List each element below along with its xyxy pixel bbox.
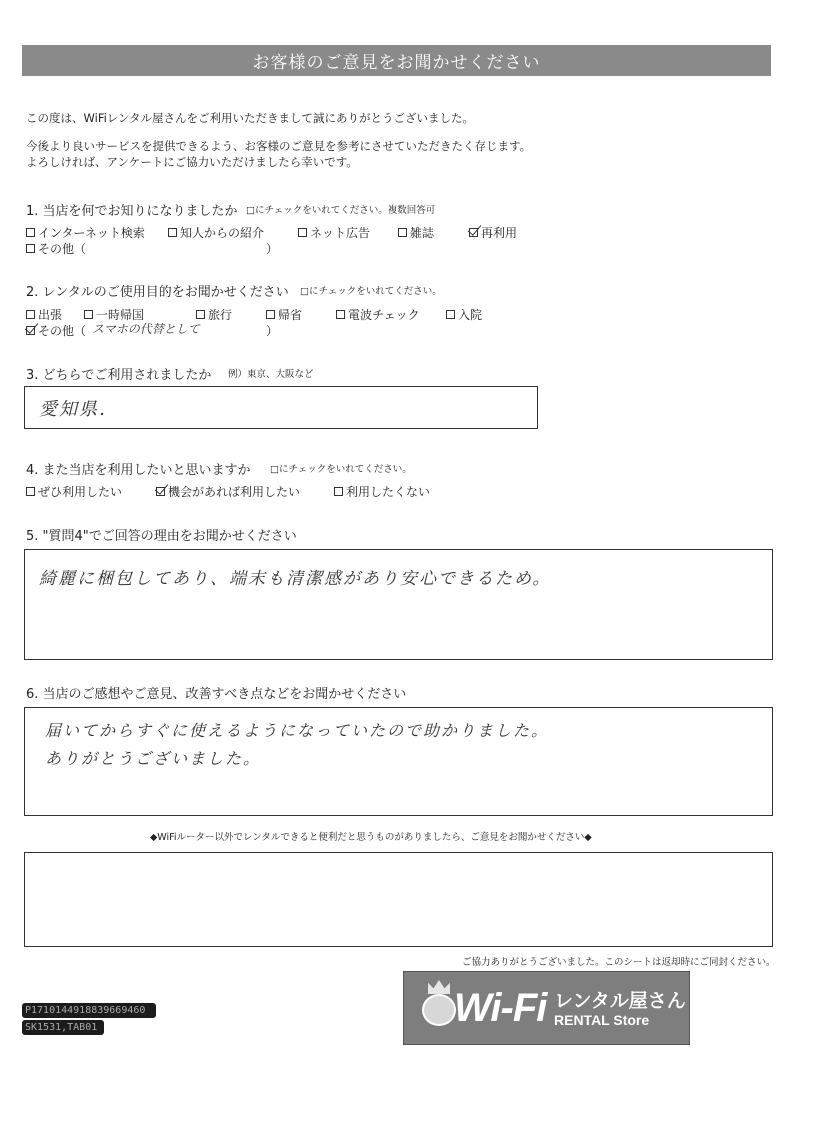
q4-title: 4. また当店を利用したいと思いますか — [26, 463, 251, 478]
q1-option-search[interactable]: インターネット検索 — [26, 224, 145, 241]
q3-answer: 愛知県． — [39, 399, 119, 420]
q4-option-no[interactable]: 利用したくない — [334, 483, 430, 500]
checkbox-checked-icon[interactable] — [156, 487, 165, 496]
checkbox-icon[interactable] — [26, 244, 35, 253]
q2-title: 2. レンタルのご使用目的をお聞かせください — [26, 285, 289, 300]
checkbox-icon[interactable] — [334, 487, 343, 496]
q2-option-travel[interactable]: 旅行 — [196, 306, 232, 323]
q6-answer-line-2: ありがとうございました。 — [45, 749, 262, 768]
mascot-icon — [422, 994, 456, 1026]
q1-option-friend[interactable]: 知人からの紹介 — [168, 224, 264, 241]
crown-icon — [428, 980, 450, 994]
logo-jp-text: レンタル屋さん — [554, 990, 686, 1012]
checkbox-icon[interactable] — [196, 310, 205, 319]
logo-wifi-text: Wi-Fi — [454, 986, 547, 1030]
q1-other-close: ） — [266, 242, 279, 256]
q2-note: □にチェックをいれてください。 — [300, 286, 442, 297]
intro-line-3: よろしければ、アンケートにご協力いただけましたら幸いです。 — [26, 155, 358, 169]
logo-en-text: RENTAL Store — [554, 1012, 650, 1028]
q2-option-return-home[interactable]: 一時帰国 — [84, 306, 144, 323]
tracking-code-2: SK1531,TAB01 — [22, 1020, 104, 1035]
checkbox-icon[interactable] — [446, 310, 455, 319]
q2-option-business[interactable]: 出張 — [26, 306, 62, 323]
checkbox-icon[interactable] — [336, 310, 345, 319]
intro-line-2: 今後より良いサービスを提供できるよう、お客様のご意見を参考にさせていただきたく存じます。 — [26, 139, 532, 153]
footer-thanks: ご協力ありがとうございました。このシートは返却時にご同封ください。 — [462, 957, 776, 968]
page-title: お客様のご意見をお聞かせください — [22, 45, 771, 76]
checkbox-icon[interactable] — [298, 228, 307, 237]
q2-option-hospital[interactable]: 入院 — [446, 306, 482, 323]
q3-note: 例）東京、大阪など — [228, 369, 314, 380]
q1-option-magazine[interactable]: 雑誌 — [398, 224, 434, 241]
q2-option-signal-check[interactable]: 電波チェック — [336, 306, 420, 323]
q1-option-reuse[interactable]: 再利用 — [469, 224, 517, 241]
checkbox-icon[interactable] — [266, 310, 275, 319]
q1-option-ad[interactable]: ネット広告 — [298, 224, 370, 241]
q7-answer-box[interactable] — [24, 852, 773, 947]
q3-answer-box[interactable] — [24, 386, 538, 429]
q2-other-close: ） — [266, 324, 279, 338]
q3-title: 3. どちらでご利用されましたか — [26, 368, 212, 383]
q5-answer-box[interactable] — [24, 549, 773, 660]
checkbox-icon[interactable] — [26, 487, 35, 496]
q4-note: □にチェックをいれてください。 — [270, 464, 412, 475]
q2-option-homecoming[interactable]: 帰省 — [266, 306, 302, 323]
q6-title: 6. 当店のご感想やご意見、改善すべき点などをお聞かせください — [26, 687, 407, 702]
checkbox-icon[interactable] — [398, 228, 407, 237]
brand-logo — [403, 971, 690, 1045]
q1-option-other[interactable]: その他（ — [26, 240, 86, 257]
checkbox-icon[interactable] — [168, 228, 177, 237]
q5-title: 5. "質問4"でご回答の理由をお聞かせください — [26, 529, 297, 544]
checkbox-icon[interactable] — [26, 228, 35, 237]
q1-note: □にチェックをいれてください。複数回答可 — [246, 205, 436, 216]
tracking-code-1: P1710144918839669460 — [22, 1003, 156, 1018]
q2-option-other[interactable]: その他（ — [26, 322, 86, 339]
q7-title: ◆WiFiルーター以外でレンタルできると便利だと思うものがありましたら、ご意見をお聞かせください◆ — [150, 832, 592, 843]
q2-other-answer: スマホの代替として — [92, 322, 200, 336]
q6-answer-box[interactable] — [24, 707, 773, 816]
q5-answer: 綺麗に梱包してあり、端末も清潔感があり安心できるため。 — [39, 569, 552, 589]
checkbox-checked-icon[interactable] — [469, 228, 478, 237]
checkbox-icon[interactable] — [26, 310, 35, 319]
q1-title: 1. 当店を何でお知りになりましたか — [26, 204, 238, 219]
checkbox-checked-icon[interactable] — [26, 326, 35, 335]
q6-answer-line-1: 届いてからすぐに使えるようになっていたので助かりました。 — [45, 721, 550, 740]
checkbox-icon[interactable] — [84, 310, 93, 319]
q4-option-if-chance[interactable]: 機会があれば利用したい — [156, 483, 300, 500]
intro-line-1: この度は、WiFiレンタル屋さんをご利用いただきまして誠にありがとうございました。 — [26, 111, 475, 125]
q4-option-definitely[interactable]: ぜひ利用したい — [26, 483, 122, 500]
